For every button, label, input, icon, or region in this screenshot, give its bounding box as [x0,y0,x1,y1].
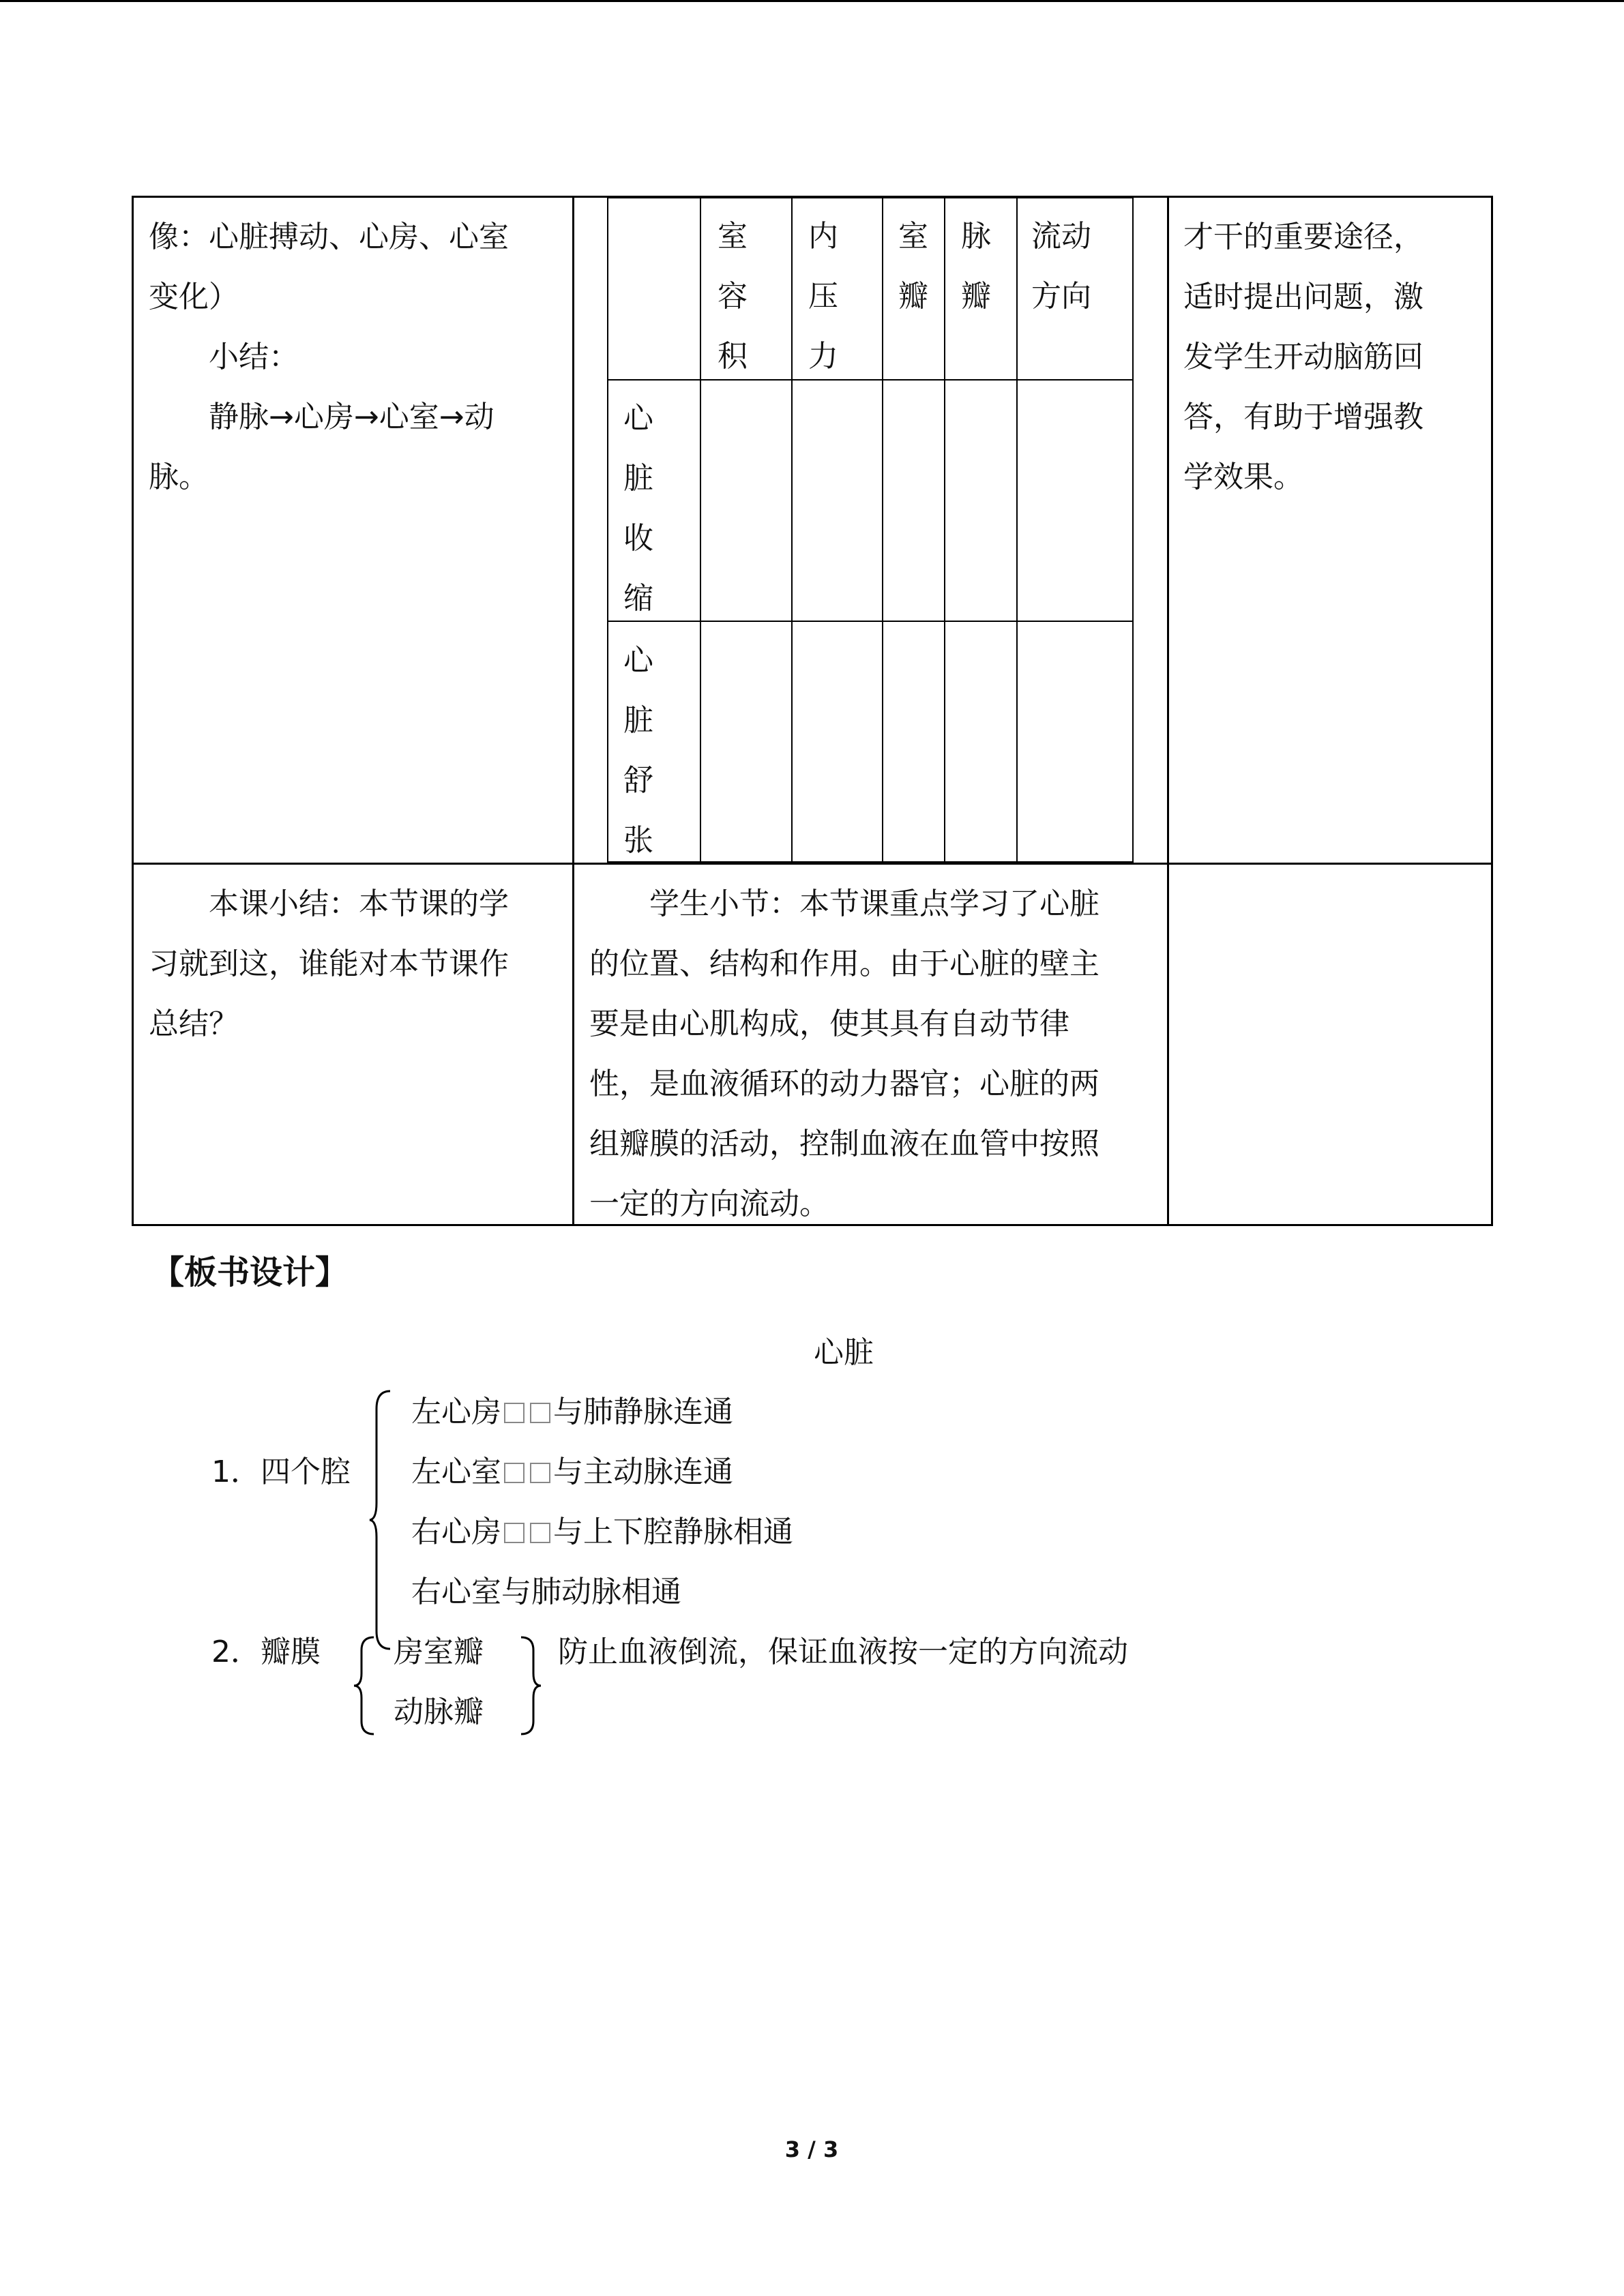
chamber-connection: 与上下腔静脉相通 [553,1515,793,1549]
header-char: 压 [808,279,838,314]
chamber-name: 右心室与肺动脉相通 [411,1575,681,1609]
header-char: 积 [718,339,748,374]
item1-line-left-ventricle [411,1442,733,1502]
row1-right-line: 适时提出问题，激 [1183,280,1423,314]
table-col-divider-1 [572,196,574,1226]
row2-middle-line: 一定的方向流动。 [589,1187,829,1221]
inner-table-header-divider [607,379,1134,381]
page-top-border [0,0,1624,2]
inner-table-vline [882,197,883,863]
inner-table-vline [1016,197,1018,863]
inner-table-left [607,197,608,863]
header-char: 瓣 [961,279,991,314]
left-brace-icon [368,1388,393,1652]
row1-left-line: 小结： [149,340,299,374]
row1-left-line: 像：心脏搏动、心房、心室 [149,220,509,254]
header-char: 室 [898,219,928,254]
header-char: 内 [808,219,838,254]
header-internal-pressure [803,207,844,387]
inner-table-vline [944,197,945,863]
inner-table-row-divider [607,621,1134,622]
header-char: 力 [808,339,838,374]
chamber-name: 左心室 [411,1455,501,1489]
chamber-name: 左心房 [411,1395,501,1429]
header-ventricular-valve [893,207,934,327]
blank-square-icon [504,1523,525,1543]
row-char: 收 [623,521,653,556]
row1-left-line: 变化） [149,280,239,314]
table-row-divider [132,863,1493,865]
chamber-connection: 与主动脉连通 [553,1455,733,1489]
row2-middle-line: 组瓣膜的活动，控制血液在血管中按照 [589,1127,1099,1161]
row-heart-contraction [618,389,659,629]
row2-left-line: 本课小结：本节课的学 [149,886,509,921]
valve-function: 防止血液倒流，保证血液按一定的方向流动 [558,1635,1128,1669]
chamber-name: 右心房 [411,1515,501,1549]
header-char: 瓣 [898,279,928,314]
header-char: 脉 [961,219,991,254]
row-char: 脏 [623,461,653,496]
blank-square-icon [504,1463,525,1483]
blank-square-icon [504,1403,525,1423]
row1-left-line: 脉。 [149,460,209,494]
row-char: 张 [623,823,653,858]
valve-atrioventricular: 房室瓣 [394,1635,484,1669]
row-heart-relaxation [618,631,659,871]
item2-label: 2．瓣膜 [211,1635,321,1669]
row-char: 脏 [623,703,653,738]
header-line: 流动 [1031,219,1091,254]
valve-arterial: 动脉瓣 [394,1695,484,1729]
header-chamber-volume [712,207,753,387]
inner-table-top [607,197,1134,198]
right-brace-icon [518,1635,543,1736]
table-col-divider-2 [1167,196,1169,1226]
row-char: 缩 [623,581,653,616]
inner-table-right [1132,197,1134,863]
row2-left-line: 习就到这，谁能对本节课作 [149,946,509,981]
header-char: 室 [718,219,748,254]
header-char: 容 [718,279,748,314]
inner-table-vline [791,197,793,863]
board-heading: 【板书设计】 [151,1253,349,1292]
row2-middle-line: 学生小节：本节课重点学习了心脏 [589,886,1099,921]
row-char: 舒 [623,763,653,798]
blank-square-icon [530,1463,550,1483]
blank-square-icon [530,1403,550,1423]
chamber-connection: 与肺静脉连通 [553,1395,733,1429]
item1-label: 1．四个腔 [211,1455,351,1489]
inner-table-bottom [607,861,1134,863]
header-arterial-valve [956,207,996,327]
row2-middle-line: 性，是血液循环的动力器官；心脏的两 [589,1067,1099,1101]
header-line: 方向 [1031,279,1091,314]
row1-right-line: 学效果。 [1183,460,1303,494]
table-left-border [132,196,134,1226]
row1-right-line: 才干的重要途径， [1183,220,1423,254]
item1-line-right-atrium [411,1502,793,1562]
inner-table-vline [700,197,701,863]
row-char: 心 [623,643,653,678]
row1-left-line: 静脉→心房→心室→动 [149,400,494,434]
table-right-border [1491,196,1493,1226]
board-center-title: 心脏 [814,1335,874,1370]
row2-middle-line: 要是由心肌构成，使其具有自动节律 [589,1007,1069,1041]
blank-square-icon [530,1523,550,1543]
page-number: 3 / 3 [784,2136,839,2162]
row2-left-line: 总结？ [149,1007,239,1041]
header-flow-direction [1031,207,1113,327]
item1-line-left-atrium [411,1382,733,1442]
row1-right-line: 答，有助于增强教 [1183,400,1423,434]
row1-right-line: 发学生开动脑筋回 [1183,340,1423,374]
item1-line-right-ventricle [411,1562,681,1622]
left-brace-icon [352,1635,377,1736]
row-char: 心 [623,401,653,436]
row2-middle-line: 的位置、结构和作用。由于心脏的壁主 [589,946,1099,981]
